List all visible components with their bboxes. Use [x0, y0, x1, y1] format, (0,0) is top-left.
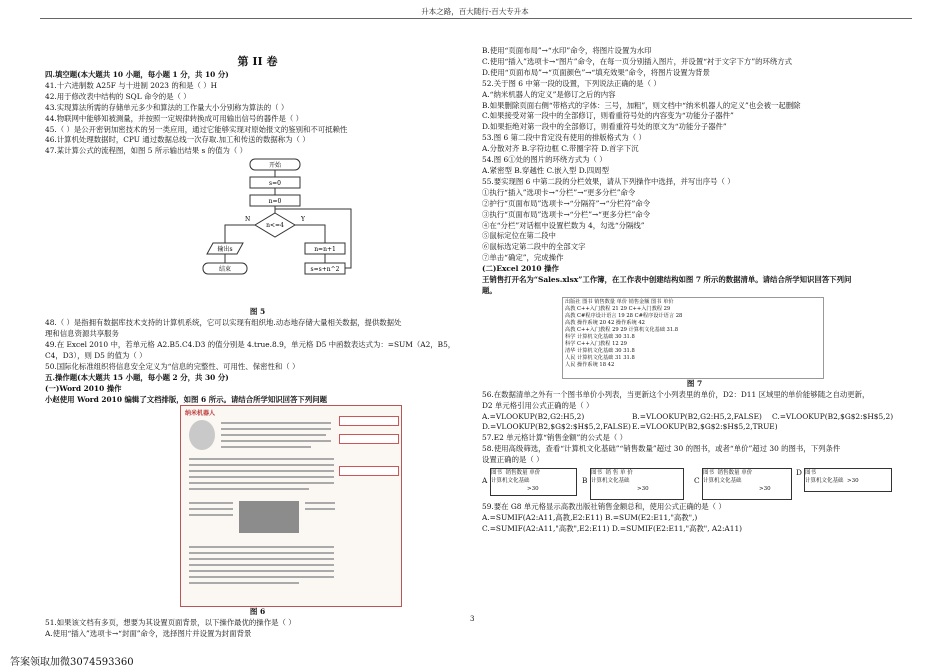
question-line: C4，D3），则 D5 的值为（ ）: [45, 350, 147, 360]
question-line: 51.如果该文档有多页，想要为其设置页面背景，以下操作最优的操作是（ ）: [45, 618, 296, 628]
question-line: 56.在数据清单之外有一个图书单价小列表，当更新这个小列表里的单价，D2：D11 区域里的单价能够随之自动更新，: [482, 389, 870, 399]
sheet-row: 科学 C++入门教程 12 29: [565, 340, 627, 347]
question-line: ④在“分栏”对话框中设置栏数为 4，勾选“分隔线”: [482, 220, 645, 230]
option: D.=VLOOKUP(B2,$G$2:$H$5,2,FALSE): [482, 422, 631, 432]
question-line: ②护行“页面布局”选项卡→“分隔符”→“分栏符”命令: [482, 198, 651, 208]
question-line: 55.要实现图 6 中第二段的分栏效果，请从下列操作中选择，并写出序号（ ）: [482, 176, 735, 186]
criteria-options: [482, 466, 907, 502]
crit-header: 单价: [529, 470, 541, 477]
figure7-caption: 图 7: [686, 378, 703, 388]
doc-image-robot: [239, 501, 299, 533]
subsection-word-desc: 小赵使用 Word 2010 编辑了文档排版，如图 6 所示。请结合所学知识回答下列问题: [45, 394, 327, 404]
spreadsheet-figure: [562, 297, 824, 379]
question-line: 44.物联网中能够知被测量，并按照一定规律转换成可用输出信号的器件是（ ）: [45, 113, 303, 123]
subsection-excel-desc: 题。: [482, 285, 497, 295]
question-line: 41.十六进制数 A25F 与十进制 2023 的和是（ ）H: [45, 80, 218, 90]
right-column: [482, 46, 907, 535]
doc-title: 纳米机器人: [185, 410, 216, 418]
question-line: C.使用“插入”选项卡→“图片”命令，在每一页分别插入图片，并设置“衬于文字下方”的环绕方式: [482, 56, 793, 66]
question-line: 48.（ ）是指拥有数据库技术支持的计算机系统，它可以实现有组织地.动态地存储大量相关数据，提供数据处: [45, 318, 402, 328]
crit-value: >30: [527, 486, 539, 493]
question-line: A.“纳米机器人的定义”是修订之后的内容: [482, 89, 616, 99]
revision-comment: [339, 416, 399, 426]
question-line: 49.在 Excel 2010 中，若单元格 A2.B5.C4.D3 的值分别是 4.true.8.9，单元格 D5 中函数表达式为：=SUM（A2，B5，: [45, 339, 456, 349]
criteria-box-c: [702, 468, 792, 500]
flow-no-label: N: [245, 216, 251, 224]
criteria-box-d: [804, 468, 892, 492]
flowchart-figure: [45, 157, 470, 307]
question-line: ⑤鼠标定位在第二段中: [482, 231, 556, 241]
flow-increment-label: n=n+1: [314, 246, 336, 254]
sheet-row: 人民 操作系统 18 42: [565, 361, 615, 368]
option-label: A: [482, 476, 488, 486]
question-line: 50.国际化标准组织将信息安全定义为“信息的完整性、可用性、保密性和（ ）: [45, 361, 300, 371]
section-operation: 五.操作题(本大题共 15 小题，每小题 2 分，共 30 分): [45, 372, 229, 382]
question-line: D.使用“页面布局”→“页面颜色”→“填充效果”命令，将图片设置为背景: [482, 67, 710, 77]
crit-value: 计算机文化基础: [805, 478, 844, 485]
crit-header: 销 售 单 价: [605, 470, 633, 477]
question-line: 46.计算机处理数据时，CPU 通过数据总线一次存取.加工和传送的数据称为（ ）: [45, 135, 310, 145]
question-line: ⑦单击“确定”，完成操作: [482, 253, 564, 263]
crit-value: 计算机文化基础: [491, 478, 530, 485]
flow-init-s-label: s=0: [269, 180, 281, 188]
option: A.=VLOOKUP(B2,G2:H5,2): [482, 411, 585, 421]
question-line: 53.图 6 第二段中肯定没有使用的排版格式为（ ）: [482, 133, 646, 143]
question-line: 理和信息资源共享服务: [45, 329, 119, 339]
question-line: D2 单元格引用公式正确的是（ ）: [482, 400, 594, 410]
page-number: 3: [470, 615, 475, 623]
flow-start-label: 开始: [268, 162, 282, 170]
crit-header: 销售数量: [505, 470, 528, 477]
options-row: [482, 412, 907, 423]
sheet-row: 人民 计算机文化基础 31 31.8: [565, 354, 635, 361]
question-line: D.如果拒绝对第一段中的全部修订，则看重符号处的原文为“功能分子器件”: [482, 122, 727, 132]
sheet-row: 清华 计算机文化基础 30 31.8: [565, 347, 635, 354]
figure5-caption: 图 5: [249, 307, 266, 317]
crit-header: 销售数量: [717, 470, 740, 477]
flow-output-label: 输出s: [217, 246, 233, 254]
option: B.=VLOOKUP(B2,G2:H5,2,FALSE): [632, 411, 762, 421]
question-line: 47.某计算公式的流程图，如图 5 所示输出结果 s 的值为（ ）: [45, 146, 247, 156]
subsection-excel: (二)Excel 2010 操作: [482, 264, 559, 274]
page-header: 升本之路，百大随行-百大专升本: [421, 7, 529, 16]
sheet-row: 出版社 图书 销售数量 单价 销售金额 图书 单价: [565, 298, 674, 305]
crit-value: >30: [637, 486, 649, 493]
sheet-row: 高教 操作系统 20 42 操作系统 42: [565, 319, 645, 326]
crit-value: 计算机文化基础: [591, 478, 630, 485]
option: E.=VLOOKUP(B2,$G$2:$H$5,2,TRUE): [632, 422, 778, 432]
footer-note: 答案领取加微3074593360: [10, 657, 134, 668]
revision-comment: [339, 434, 399, 444]
question-line: B.使用“页面布局”→“水印”命令，将图片设置为水印: [482, 46, 652, 55]
question-line: 59.要在 G8 单元格显示高教出版社销售金额总和，使用公式正确的是（ ）: [482, 502, 726, 512]
option-label: B: [582, 476, 588, 486]
sheet-row: 科学 计算机文化基础 30 31.8: [565, 333, 635, 340]
question-line: ①执行“插入”选项卡→“分栏”→“更多分栏”命令: [482, 187, 636, 197]
question-line: B.如果删除页面右侧“带格式的字体：三号，加粗”，则文档中“纳米机器人的定义”也会被一起删除: [482, 100, 801, 110]
sheet-row: 高教 C++入门教程 29 29 计算机文化基础 31.8: [565, 326, 679, 333]
question-line: 57.E2 单元格计算“销售金额”的公式是（ ）: [482, 433, 627, 443]
option-label: C: [694, 476, 700, 486]
question-line: A.=SUMIF(A2:A11,高教,E2:E11) B.=SUM(E2:E11,"高教",): [482, 513, 698, 522]
crit-value: >30: [759, 486, 771, 493]
question-line: 54.图 6①处的图片的环绕方式为（ ）: [482, 155, 607, 165]
doc-image-round: [189, 420, 215, 450]
question-line: A.使用“插入”选项卡→“封面”命令，选择图片并设置为封面背景: [45, 629, 252, 639]
question-line: 45.（ ）是公开密钥加密技术的另一类应用，通过它能够实现对原始报文的鉴别和不可抵赖性: [45, 124, 348, 134]
crit-value: 计算机文化基础: [703, 478, 742, 485]
question-line: ③执行“页面布局”选项卡→“分栏”→“更多分栏”命令: [482, 209, 651, 219]
option: C.=VLOOKUP(B2,$G$2:$H$5,2): [772, 411, 894, 421]
crit-header: 图书: [491, 470, 503, 477]
question-line: A.分散对齐 B.字符边框 C.带圈字符 D.首字下沉: [482, 144, 639, 154]
flow-accumulate-label: s=s+n^2: [310, 266, 340, 274]
section-title: 第 II 卷: [237, 55, 278, 68]
options-row: [482, 422, 907, 433]
question-line: 设置正确的是（ ）: [482, 455, 544, 465]
question-line: C.如果接受对第一段中的全部修订，则看重符号处的内容变为“功能分子器件”: [482, 111, 734, 121]
flow-end-label: 结束: [218, 266, 232, 274]
figure6-caption: 图 6: [249, 607, 266, 617]
sheet-row: 高教 C#程序设计语言 19 28 C#程序设计语言 28: [565, 312, 683, 319]
subsection-word: (一)Word 2010 操作: [45, 383, 122, 393]
question-line: ⑥鼠标选定第二段中的全部文字: [482, 242, 586, 252]
criteria-box-b: [590, 468, 684, 500]
crit-header: 图书: [591, 470, 603, 477]
word-document-figure: [180, 405, 402, 607]
header-divider: [40, 18, 912, 19]
flow-yes-label: Y: [301, 216, 305, 224]
left-column: [45, 46, 470, 640]
sheet-row: 高教 C++入门教程 21 29 C++入门教程 29: [565, 305, 671, 312]
question-line: C.=SUMIF(A2:A11,"高教",E2:E11) D.=SUMIF(E2:E11,"高教", A2:A11): [482, 523, 743, 533]
question-line: 42.用于修改表中结构的 SQL 命令的是（ ）: [45, 91, 191, 101]
question-line: 58.使用高级筛选，查看“计算机文化基础”“销售数量”超过 30 的图书，或者“单价”超过 30 的图书，下列条件: [482, 444, 841, 454]
flow-init-n-label: n=0: [268, 198, 282, 206]
question-line: A.紧密型 B.穿越性 C.嵌入型 D.四周型: [482, 165, 609, 175]
criteria-box-a: [490, 468, 577, 496]
question-line: 43.实现算法所需的存储单元多少和算法的工作量大小分别称为算法的（ ）: [45, 102, 289, 112]
subsection-excel-desc: 王销售打开名为“Sales.xlsx”工作簿，在工作表中创建结构如图 7 所示的数据清单。请结合所学知识回答下列问: [482, 275, 852, 285]
flowchart-svg: [195, 157, 355, 307]
crit-header: 图书: [805, 470, 817, 477]
option-label: D: [796, 468, 802, 478]
section-fill-blank: 四.填空题(本大题共 10 小题，每小题 1 分，共 10 分): [45, 70, 229, 79]
crit-header: 图书: [703, 470, 715, 477]
flow-condition-label: n<=4: [266, 222, 284, 230]
crit-header: 单价: [741, 470, 753, 477]
crit-value: >30: [847, 478, 859, 485]
revision-comment: [339, 466, 399, 476]
question-line: 52.关于图 6 中第一段的设置，下列说法正确的是（ ）: [482, 78, 661, 88]
